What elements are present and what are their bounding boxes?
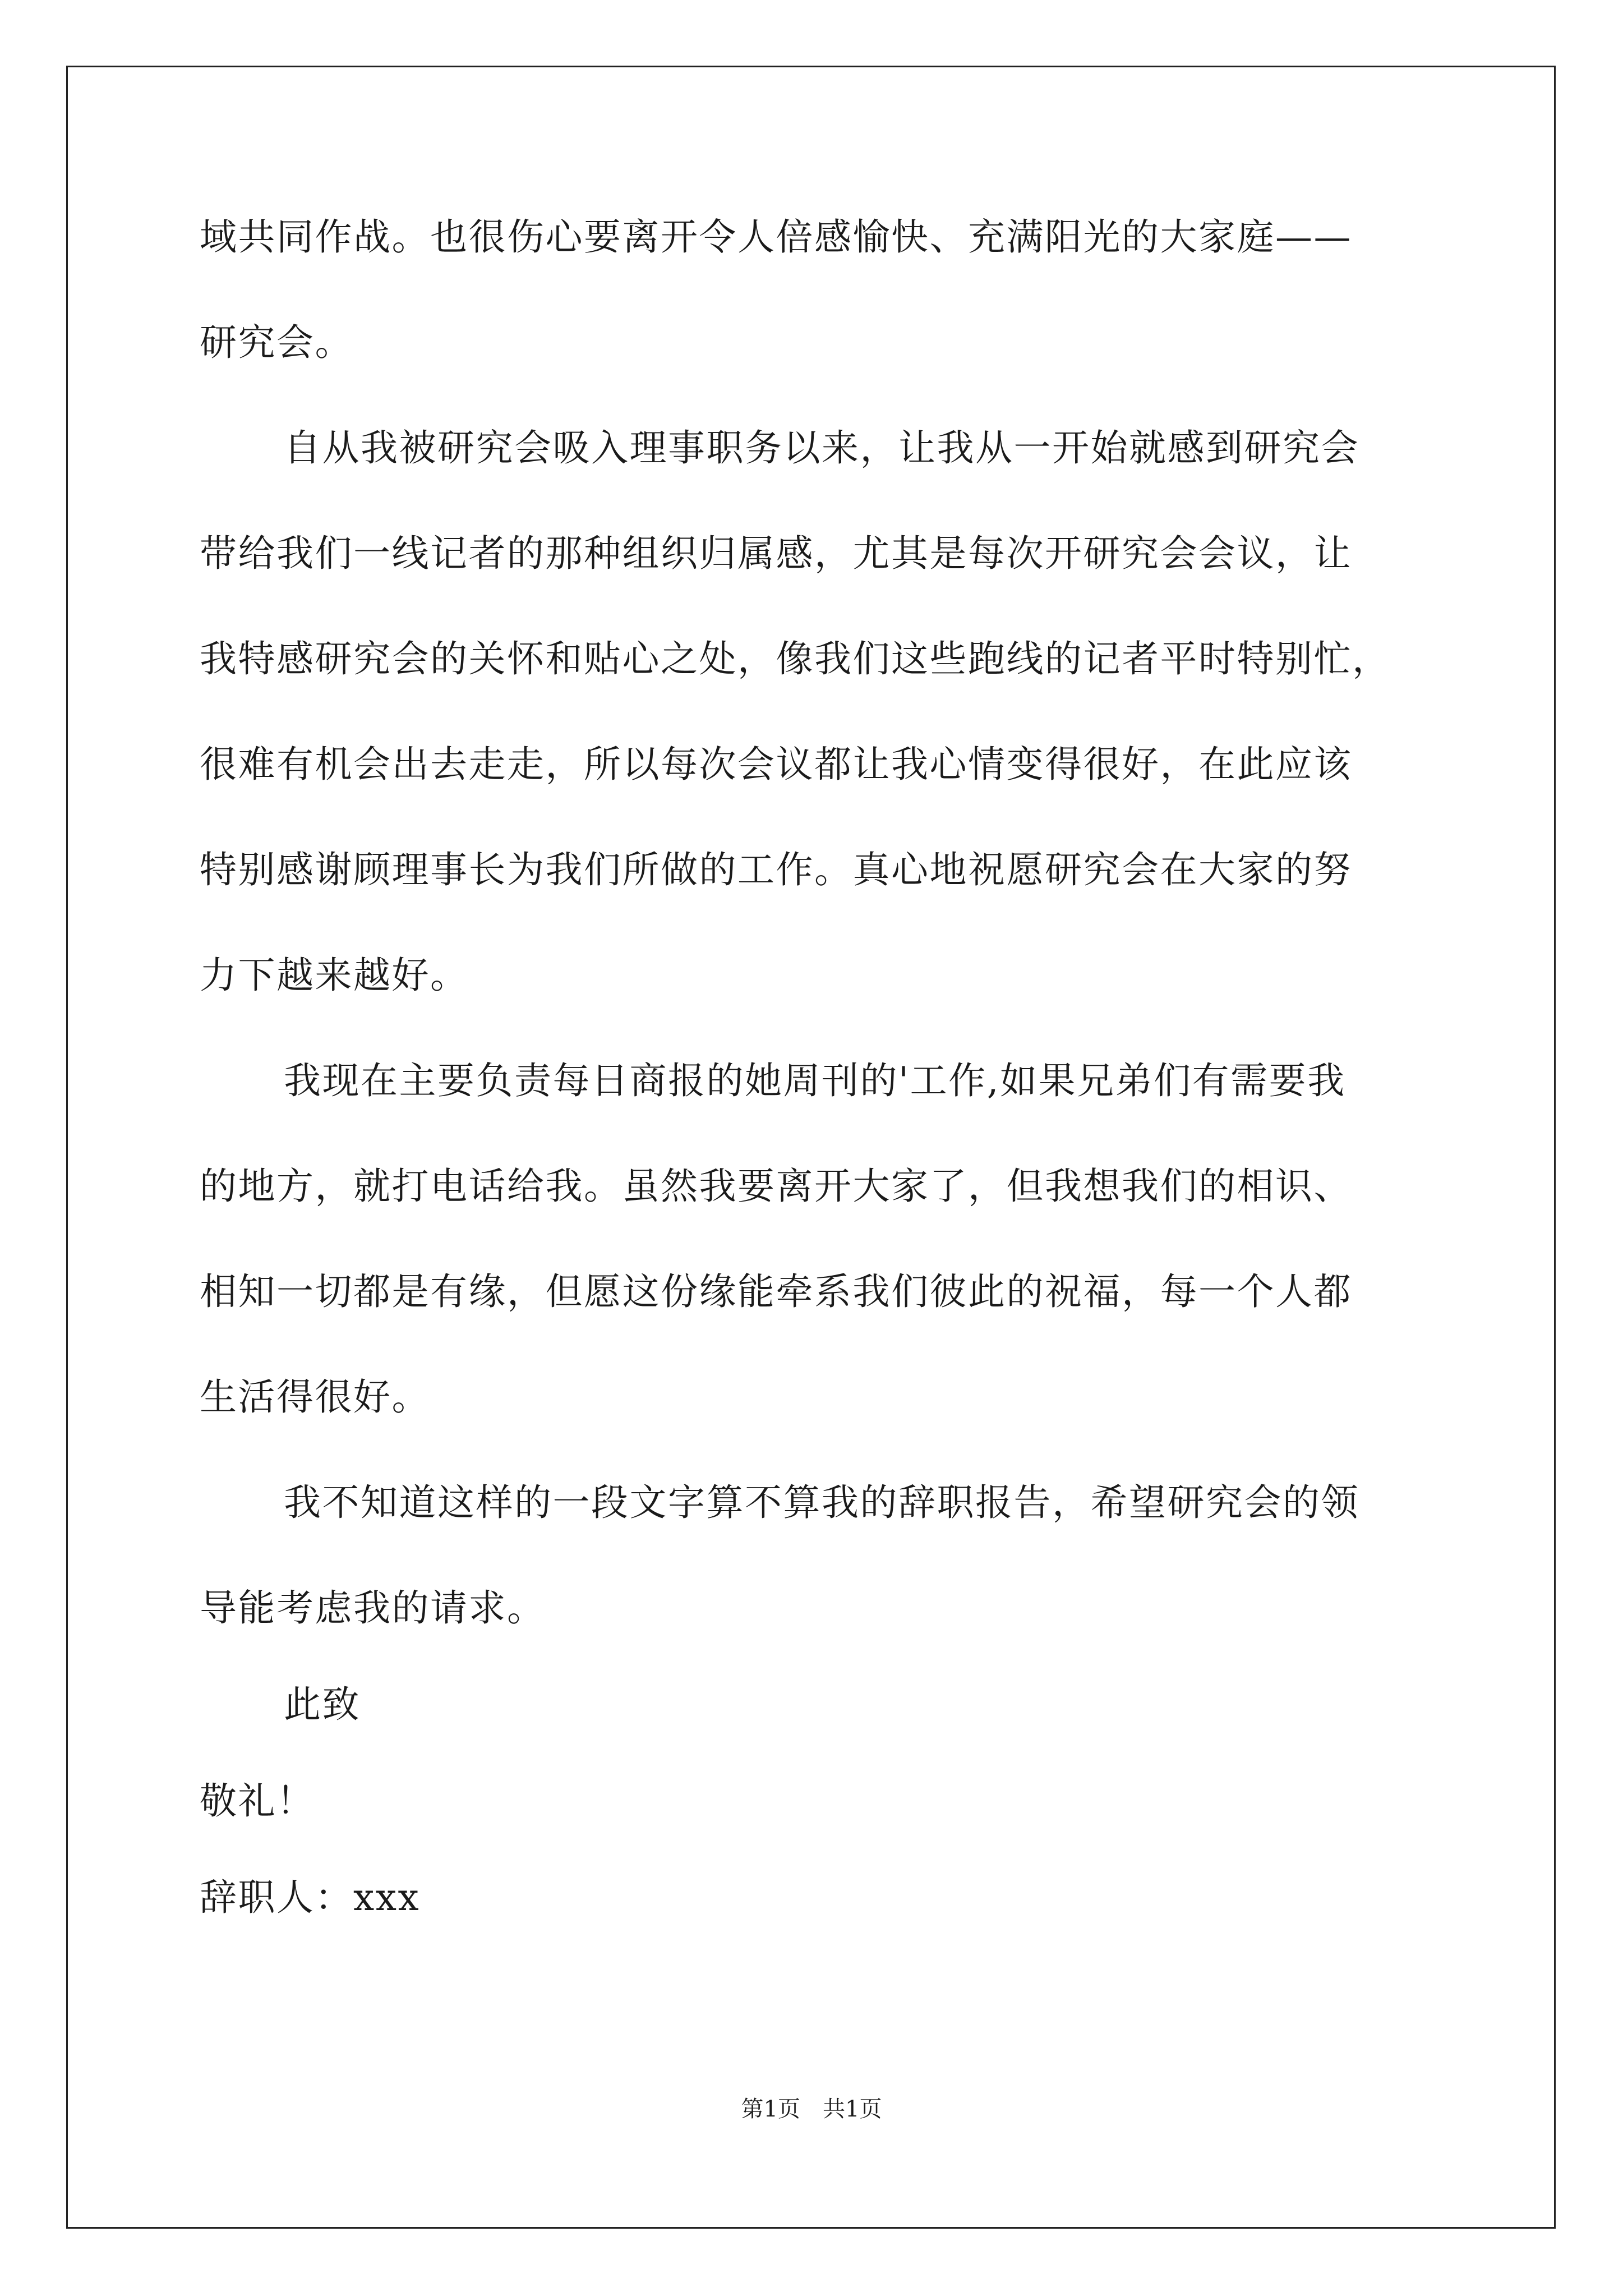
text-line: 的地方，就打电话给我。虽然我要离开大家了，但我想我们的相识、 (200, 1165, 1352, 1208)
text-line: 特别感谢顾理事长为我们所做的工作。真心地祝愿研究会在大家的努 (200, 848, 1352, 891)
closing-salutation: 此致 (284, 1683, 361, 1726)
text-line: 导能考虑我的请求。 (200, 1586, 546, 1630)
text-line: 生活得很好。 (200, 1375, 430, 1419)
text-line: 我特感研究会的关怀和贴心之处，像我们这些跑线的记者平时特别忙， (200, 637, 1391, 680)
page-number: 第1页 共1页 (741, 2096, 882, 2122)
text-line: 研究会。 (200, 321, 353, 364)
signature-line: 辞职人：xxx (200, 1876, 421, 1919)
text-line: 带给我们一线记者的那种组织归属感，尤其是每次开研究会会议，让 (200, 532, 1352, 575)
text-line: 很难有机会出去走走，所以每次会议都让我心情变得很好，在此应该 (200, 743, 1352, 786)
paragraph-start: 自从我被研究会吸入理事职务以来，让我从一开始就感到研究会 (284, 426, 1359, 470)
paragraph-start: 我现在主要负责每日商报的她周刊的'工作,如果兄弟们有需要我 (284, 1059, 1346, 1102)
closing-regards: 敬礼！ (200, 1779, 315, 1823)
text-line: 相知一切都是有缘，但愿这份缘能牵系我们彼此的祝福，每一个人都 (200, 1270, 1352, 1313)
paragraph-start: 我不知道这样的一段文字算不算我的辞职报告，希望研究会的领 (284, 1481, 1359, 1524)
text-line: 力下越来越好。 (200, 954, 469, 997)
text-line: 域共同作战。也很伤心要离开令人倍感愉快、充满阳光的大家庭—— (200, 215, 1352, 259)
